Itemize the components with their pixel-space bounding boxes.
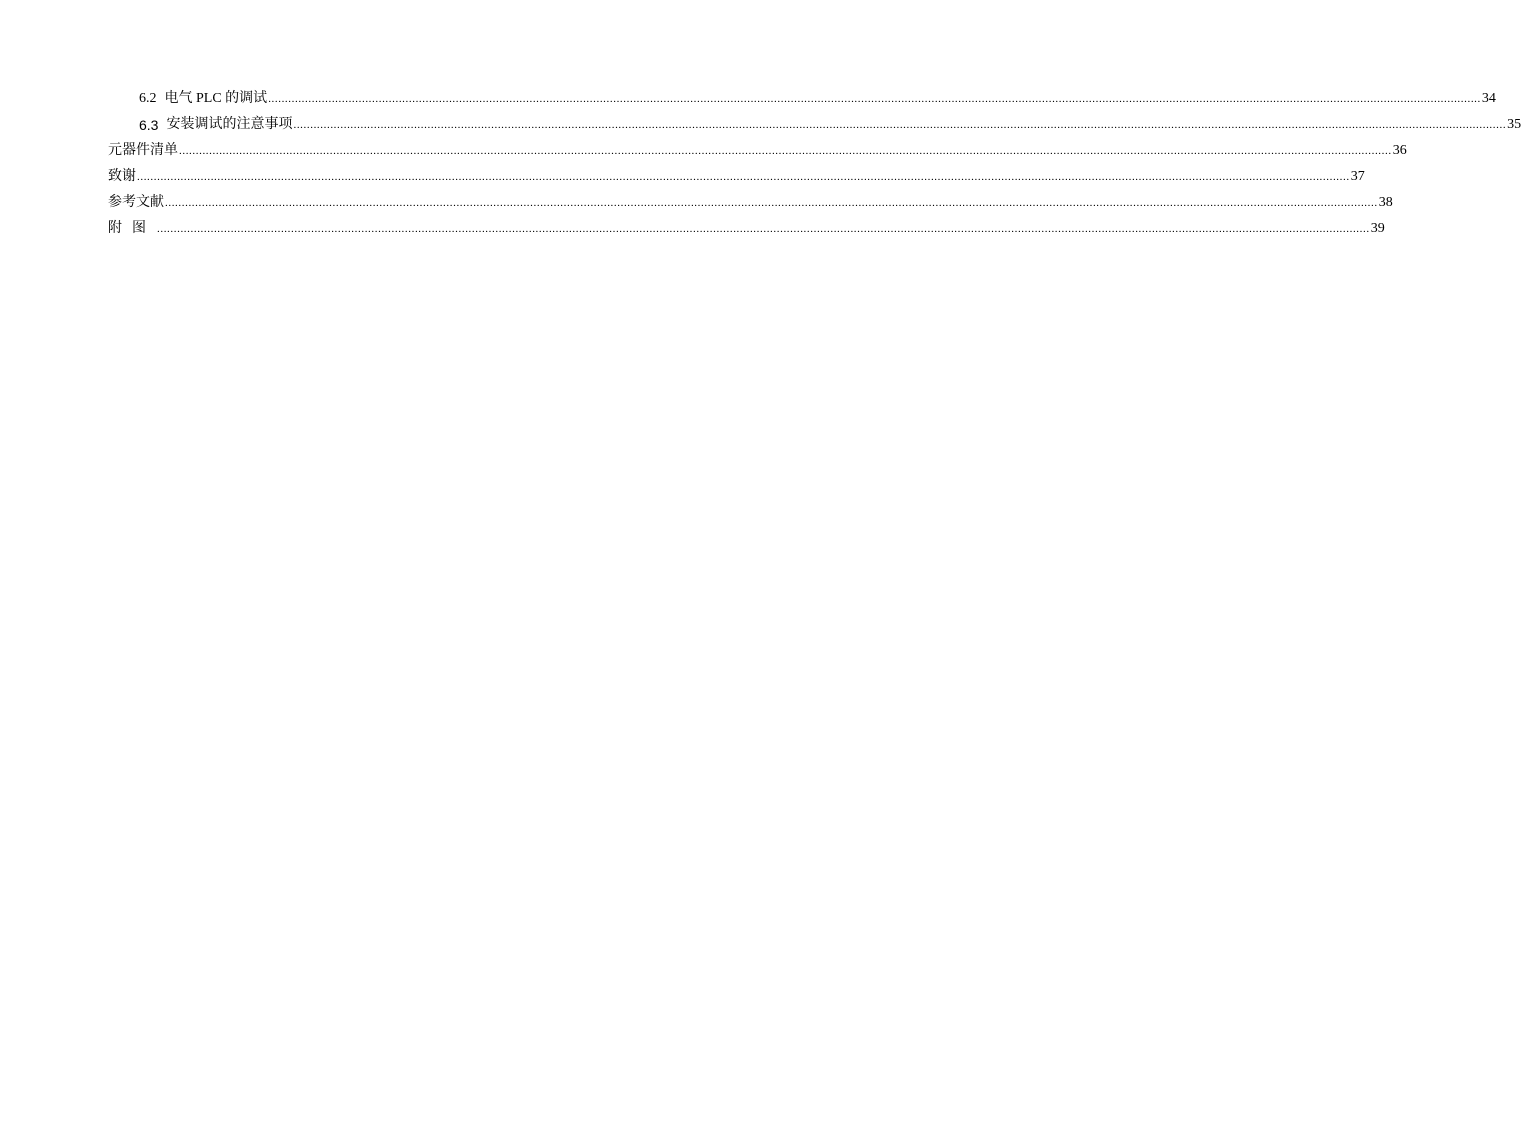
- toc-entry-components-list[interactable]: [108, 134, 1407, 160]
- toc-entry-appendix-figures[interactable]: [108, 212, 1385, 238]
- toc-entry-title: 安装调试的注意事项: [166, 117, 293, 132]
- toc-page-number: 36: [1392, 143, 1407, 158]
- toc-page-number: 34: [1481, 91, 1496, 106]
- toc-page-number: 37: [1350, 169, 1365, 184]
- toc-dot-leader: ..........................................................................................................................................................................................................................................................................................................................................................................: [268, 93, 1481, 105]
- toc-entry-6-3[interactable]: [108, 108, 1521, 134]
- toc-entry-references[interactable]: [108, 186, 1393, 212]
- toc-dot-leader: ..........................................................................................................................................................................................................................................................................................................................................................................: [157, 223, 1370, 235]
- toc-page-number: 35: [1507, 117, 1521, 132]
- toc-dot-leader: ..........................................................................................................................................................................................................................................................................................................................................................................: [137, 171, 1350, 183]
- table-of-contents: [108, 82, 1521, 238]
- toc-entry-title: 附图: [108, 221, 156, 236]
- toc-dot-leader: ..........................................................................................................................................................................................................................................................................................................................................................................: [165, 197, 1378, 209]
- toc-entry-title: 元器件清单: [108, 143, 178, 158]
- toc-entry-title: 参考文献: [108, 195, 164, 210]
- toc-entry-title: 电气 PLC 的调试: [164, 91, 268, 106]
- toc-page-number: 38: [1378, 195, 1393, 210]
- toc-entry-acknowledgements[interactable]: [108, 160, 1365, 186]
- toc-entry-number: 6.3: [139, 117, 159, 133]
- toc-entry-number: 6.2: [139, 91, 157, 106]
- toc-page-number: 39: [1370, 221, 1385, 236]
- toc-entry-title: 致谢: [108, 169, 136, 184]
- toc-dot-leader: ..........................................................................................................................................................................................................................................................................................................................................................................: [179, 145, 1392, 157]
- toc-dot-leader: ..........................................................................................................................................................................................................................................................................................................................................................................: [293, 119, 1507, 131]
- toc-entry-6-2[interactable]: [108, 82, 1496, 108]
